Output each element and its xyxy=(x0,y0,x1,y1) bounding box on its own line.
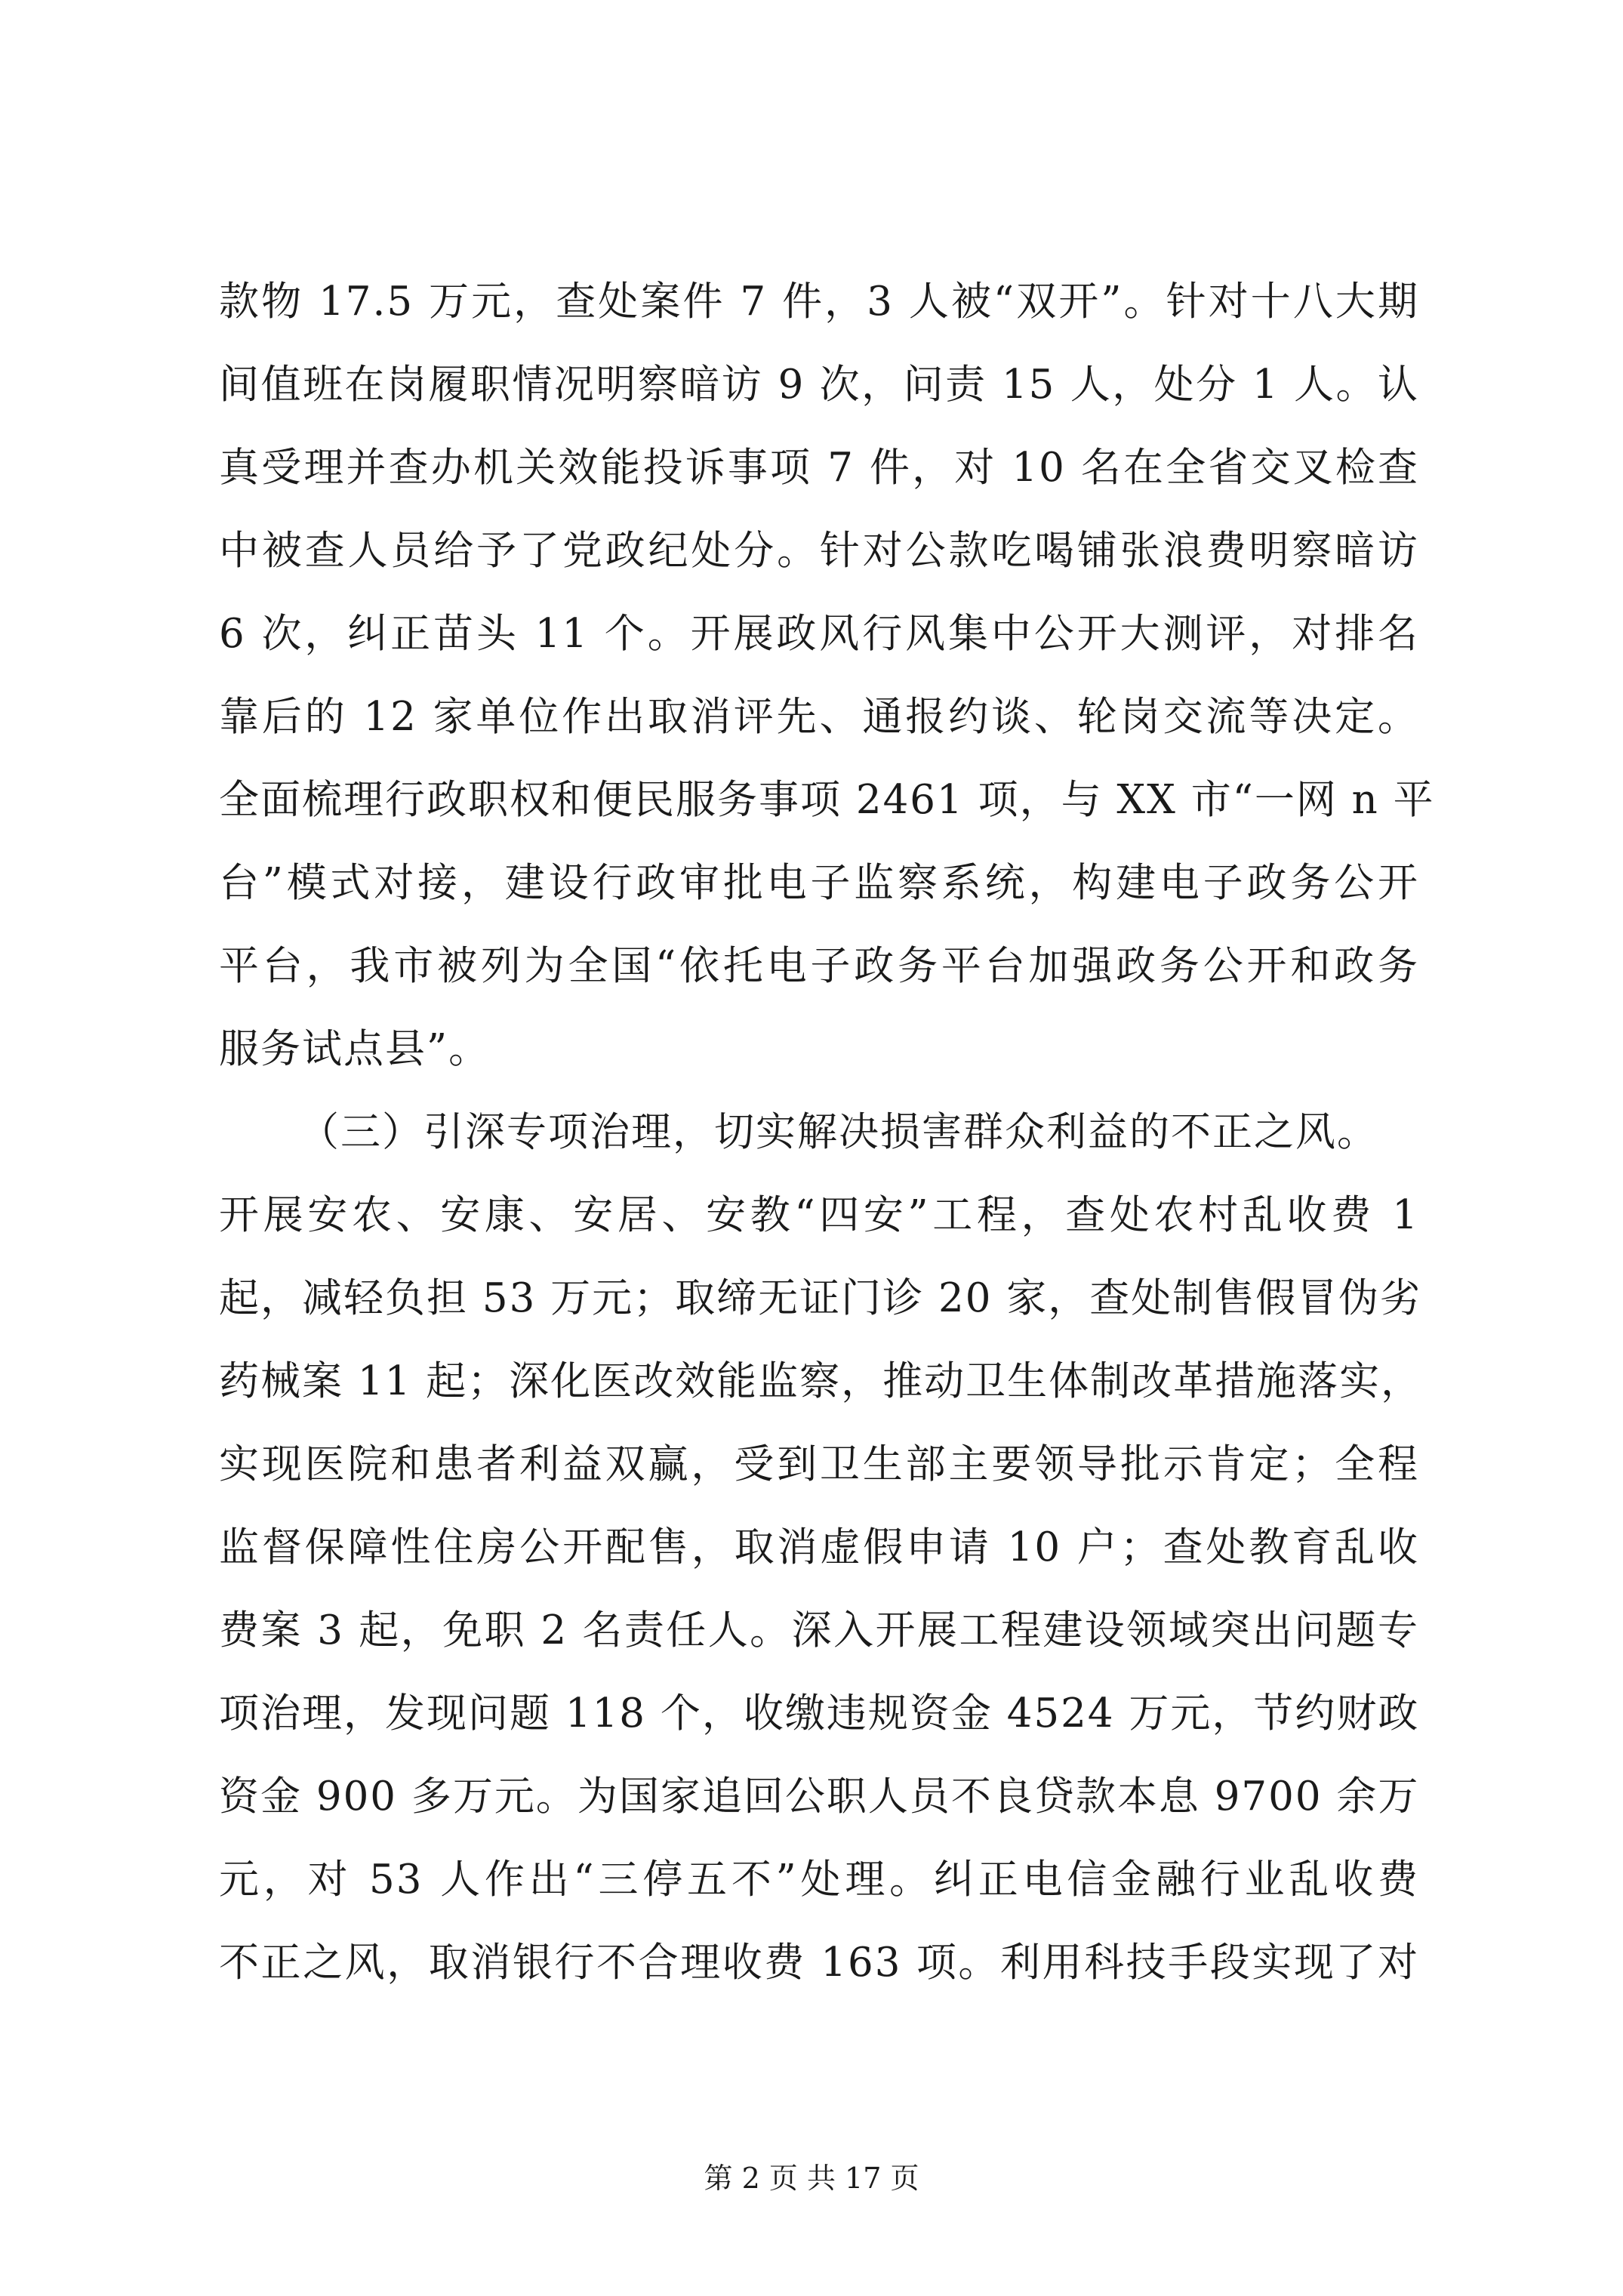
text-line: 平台，我市被列为全国“依托电子政务平台加强政务公开和政务 xyxy=(219,943,1419,989)
text-line: 全面梳理行政职权和便民服务事项 2461 项，与 XX 市“一网 n 平 xyxy=(219,777,1435,823)
section-heading-line: （三）引深专项治理，切实解决损害群众利益的不正之风。 xyxy=(299,1109,1378,1155)
text-line: 实现医院和患者利益双赢，受到卫生部主要领导批示肯定；全程 xyxy=(219,1441,1419,1487)
text-line: 6 次，纠正苗头 11 个。开展政风行风集中公开大测评，对排名 xyxy=(219,611,1419,657)
text-line: 开展安农、安康、安居、安教“四安”工程，查处农村乱收费 1 xyxy=(219,1192,1419,1238)
text-line: 靠后的 12 家单位作出取消评先、通报约谈、轮岗交流等决定。 xyxy=(219,694,1419,740)
text-line: 资金 900 多万元。为国家追回公职人员不良贷款本息 9700 余万 xyxy=(219,1774,1420,1820)
text-line: 中被查人员给予了党政纪处分。针对公款吃喝铺张浪费明察暗访 xyxy=(219,528,1419,574)
text-line: 间值班在岗履职情况明察暗访 9 次，问责 15 人，处分 1 人。认 xyxy=(219,362,1419,408)
page-number-footer: 第 2 页 共 17 页 xyxy=(704,2162,919,2195)
text-line: 药械案 11 起；深化医改效能监察，推动卫生体制改革措施落实， xyxy=(219,1358,1423,1404)
text-line: 元，对 53 人作出“三停五不”处理。纠正电信金融行业乱收费 xyxy=(219,1857,1419,1903)
text-line: 不正之风，取消银行不合理收费 163 项。利用科技手段实现了对 xyxy=(219,1940,1419,1986)
text-line: 项治理，发现问题 118 个，收缴违规资金 4524 万元，节约财政 xyxy=(219,1690,1420,1737)
text-line: 监督保障性住房公开配售，取消虚假申请 10 户；查处教育乱收 xyxy=(219,1524,1419,1570)
text-line: 真受理并查办机关效能投诉事项 7 件，对 10 名在全省交叉检查 xyxy=(219,445,1419,491)
body-text xyxy=(219,260,1435,2005)
text-line: 起，减轻负担 53 万元；取缔无证门诊 20 家，查处制售假冒伪劣 xyxy=(219,1275,1422,1321)
text-line: 服务试点县”。 xyxy=(219,1026,491,1072)
text-line: 费案 3 起，免职 2 名责任人。深入开展工程建设领域突出问题专 xyxy=(219,1607,1419,1653)
text-line: 台”模式对接，建设行政审批电子监察系统，构建电子政务公开 xyxy=(219,860,1419,906)
text-line: 款物 17.5 万元，查处案件 7 件，3 人被“双开”。针对十八大期 xyxy=(219,279,1419,325)
